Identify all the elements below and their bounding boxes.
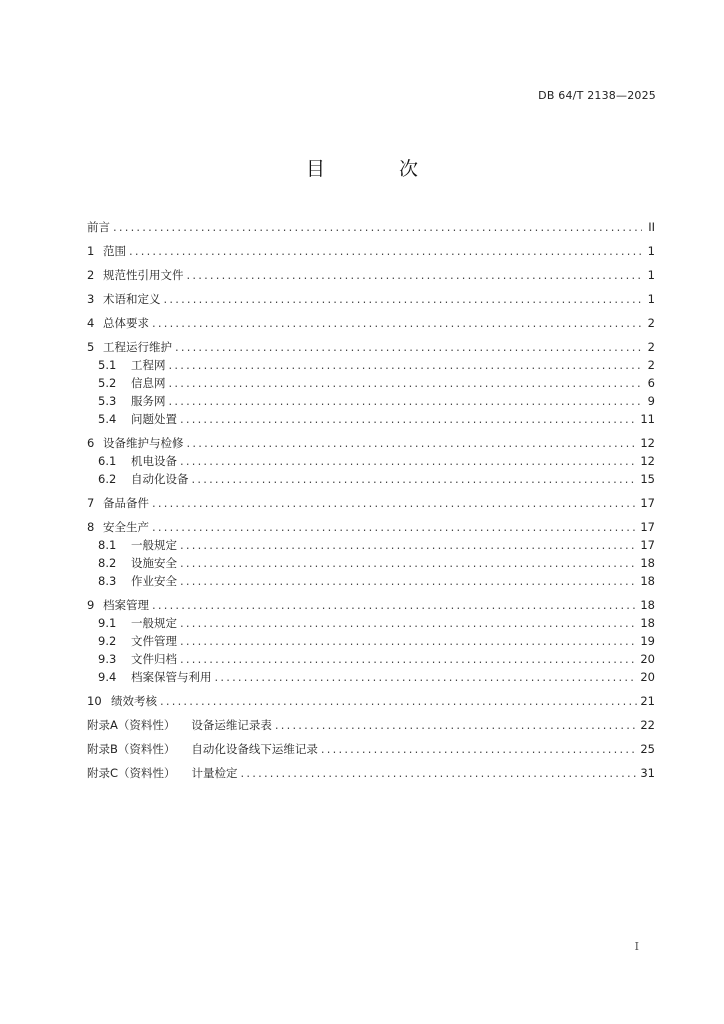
toc-entry-page: 17 (640, 496, 655, 510)
toc-entry-page: 17 (640, 538, 655, 552)
toc-entry-label: 档案保管与利用 (131, 670, 212, 684)
toc-entry-number: 6 (87, 436, 95, 450)
toc-entry-number: 7 (87, 496, 95, 510)
toc-entry[interactable] (87, 596, 655, 614)
toc-entry-number: 8.1 (98, 538, 117, 552)
toc-entry-label: 服务网 (131, 394, 166, 408)
toc-entry-label: 自动化设备线下运维记录 (191, 742, 318, 756)
toc-entry-label: 问题处置 (131, 412, 177, 426)
toc-entry-label: 工程网 (131, 358, 166, 372)
toc-entry-page: 11 (640, 412, 655, 426)
toc-entry-number: 2 (87, 268, 95, 282)
toc-entry-number: 8 (87, 520, 95, 534)
toc-entry-label: 绩效考核 (111, 694, 157, 708)
toc-entry-page: 18 (640, 616, 655, 630)
toc-leader-dots (175, 338, 642, 356)
toc-leader-dots (152, 518, 637, 536)
toc-entry-number: 6.2 (98, 472, 117, 486)
toc-entry-page: 1 (647, 268, 655, 282)
toc-entry[interactable] (87, 338, 655, 356)
toc-entry[interactable] (87, 764, 655, 782)
toc-leader-dots (321, 740, 637, 758)
toc-subentry[interactable] (87, 572, 655, 590)
toc-subentry[interactable] (87, 650, 655, 668)
toc-entry-label: 备品备件 (103, 496, 149, 510)
toc-leader-dots (113, 218, 642, 236)
toc-entry-number: 9.1 (98, 616, 117, 630)
toc-title: 目 次 (305, 158, 453, 180)
toc-leader-dots (180, 632, 637, 650)
toc-entry[interactable] (87, 242, 655, 260)
toc-entry[interactable] (87, 740, 655, 758)
toc-entry[interactable] (87, 218, 655, 236)
toc-leader-dots (160, 692, 637, 710)
toc-entry[interactable] (87, 518, 655, 536)
toc-entry-page: 31 (640, 766, 655, 780)
toc-leader-dots (187, 434, 638, 452)
toc-subentry[interactable] (87, 536, 655, 554)
toc-entry-number: 5.2 (98, 376, 117, 390)
toc-entry-label: 设施安全 (131, 556, 177, 570)
toc-entry-label: 范围 (103, 244, 126, 258)
toc-entry-number: 10 (87, 694, 102, 708)
toc-subentry[interactable] (87, 470, 655, 488)
toc-leader-dots (180, 452, 637, 470)
toc-entry-page: 2 (647, 358, 655, 372)
toc-leader-dots (275, 716, 637, 734)
toc-entry-number: 附录C（资料性） (87, 766, 176, 780)
toc-entry-page: 2 (647, 340, 655, 354)
toc-subentry[interactable] (87, 392, 655, 410)
toc-entry-label: 文件管理 (131, 634, 177, 648)
toc-entry-page: 18 (640, 598, 655, 612)
toc-entry-page: 17 (640, 520, 655, 534)
toc-entry[interactable] (87, 716, 655, 734)
toc-entry-number: 8.3 (98, 574, 117, 588)
toc-entry-number: 9 (87, 598, 95, 612)
toc-entry-label: 设备运维记录表 (191, 718, 272, 732)
toc-entry-page: 2 (647, 316, 655, 330)
toc-subentry[interactable] (87, 632, 655, 650)
toc-leader-dots (180, 614, 637, 632)
toc-entry-number: 8.2 (98, 556, 117, 570)
toc-leader-dots (152, 314, 642, 332)
toc-entry[interactable] (87, 266, 655, 284)
toc-entry-label: 安全生产 (103, 520, 149, 534)
toc-entry-label: 前言 (87, 220, 110, 234)
toc-entry-page: 22 (640, 718, 655, 732)
toc-entry-label: 总体要求 (103, 316, 149, 330)
toc-entry-number: 5.3 (98, 394, 117, 408)
toc-leader-dots (180, 554, 637, 572)
toc-subentry[interactable] (87, 356, 655, 374)
toc-leader-dots (215, 668, 638, 686)
toc-entry-label: 信息网 (131, 376, 166, 390)
toc-entry[interactable] (87, 692, 655, 710)
toc-entry[interactable] (87, 494, 655, 512)
toc-leader-dots (169, 374, 643, 392)
toc-entry-page: 1 (647, 292, 655, 306)
toc-entry-number: 5 (87, 340, 95, 354)
toc-entry-page: 6 (647, 376, 655, 390)
toc-subentry[interactable] (87, 554, 655, 572)
table-of-contents (87, 218, 655, 782)
toc-leader-dots (180, 650, 637, 668)
toc-leader-dots (187, 266, 643, 284)
toc-entry-number: 6.1 (98, 454, 117, 468)
toc-entry-page: 19 (640, 634, 655, 648)
toc-entry-page: 20 (640, 670, 655, 684)
toc-entry-page: 15 (640, 472, 655, 486)
toc-entry-page: 18 (640, 574, 655, 588)
toc-entry-page: 25 (640, 742, 655, 756)
toc-entry-label: 档案管理 (103, 598, 149, 612)
toc-entry-number: 1 (87, 244, 95, 258)
toc-entry-page: 20 (640, 652, 655, 666)
toc-entry-label: 文件归档 (131, 652, 177, 666)
page-number: I (634, 940, 639, 953)
toc-entry-label: 机电设备 (131, 454, 177, 468)
toc-leader-dots (180, 536, 637, 554)
toc-subentry[interactable] (87, 614, 655, 632)
toc-entry-page: 12 (640, 436, 655, 450)
toc-entry-label: 设备维护与检修 (103, 436, 184, 450)
toc-entry-page: 12 (640, 454, 655, 468)
toc-leader-dots (169, 356, 643, 374)
toc-entry-number: 3 (87, 292, 95, 306)
toc-entry-number: 附录B（资料性） (87, 742, 176, 756)
toc-leader-dots (152, 596, 637, 614)
toc-entry-label: 计量检定 (191, 766, 238, 780)
toc-entry-number: 4 (87, 316, 95, 330)
toc-entry[interactable] (87, 314, 655, 332)
toc-entry-number: 附录A（资料性） (87, 718, 176, 732)
toc-entry-label: 术语和定义 (103, 292, 161, 306)
toc-leader-dots (164, 290, 643, 308)
toc-entry-page: 1 (647, 244, 655, 258)
toc-leader-dots (192, 470, 638, 488)
toc-entry-number: 9.4 (98, 670, 117, 684)
toc-entry-number: 5.4 (98, 412, 117, 426)
toc-entry-page: 9 (647, 394, 655, 408)
toc-subentry[interactable] (87, 452, 655, 470)
toc-entry-number: 5.1 (98, 358, 117, 372)
toc-leader-dots (180, 572, 637, 590)
toc-entry-number: 9.2 (98, 634, 117, 648)
toc-leader-dots (152, 494, 637, 512)
toc-entry-label: 工程运行维护 (103, 340, 172, 354)
toc-entry-label: 作业安全 (131, 574, 177, 588)
toc-leader-dots (180, 410, 637, 428)
toc-entry-page: 21 (640, 694, 655, 708)
toc-entry-label: 一般规定 (131, 538, 177, 552)
toc-leader-dots (169, 392, 643, 410)
toc-entry-page: 18 (640, 556, 655, 570)
toc-entry[interactable] (87, 290, 655, 308)
toc-entry-page: II (648, 220, 655, 234)
toc-leader-dots (129, 242, 642, 260)
toc-entry-label: 一般规定 (131, 616, 177, 630)
toc-leader-dots (241, 764, 638, 782)
document-code: DB 64/T 2138—2025 (538, 89, 656, 102)
toc-entry-number: 9.3 (98, 652, 117, 666)
toc-subentry[interactable] (87, 374, 655, 392)
toc-subentry[interactable] (87, 668, 655, 686)
toc-entry[interactable] (87, 434, 655, 452)
toc-entry-label: 自动化设备 (131, 472, 189, 486)
toc-subentry[interactable] (87, 410, 655, 428)
toc-entry-label: 规范性引用文件 (103, 268, 184, 282)
